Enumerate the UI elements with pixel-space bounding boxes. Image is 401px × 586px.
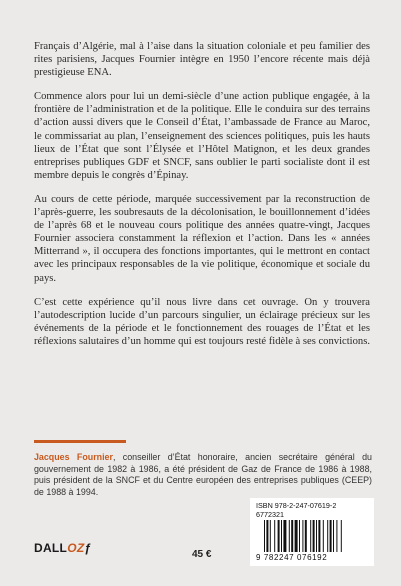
publisher-logo (34, 541, 91, 555)
author-bio-text: , conseiller d’État honoraire, ancien secrétaire général du gouvernement de 1982 à 1986, a été président de Gaz de France de 1986 à 1988, puis président de la SNCF et du Centre européen des entreprises publiques (CEEP) de 1988 à 1994. (34, 452, 372, 497)
blurb-paragraph-4: C’est cette expérience qu’il nous livre dans cet ouvrage. On y trouvera l’autodescription lucide d’un parcours singulier, un éclairage précieux sur les événements de la période et le fonctionnement des rouages de l’État et les réflexions salutaires d’un homme qui est toujours resté fidèle à ses convictions. (34, 296, 370, 347)
isbn-code: 6772321 (256, 509, 284, 519)
author-bio (34, 452, 372, 498)
blurb-paragraph-1: Français d’Algérie, mal à l’aise dans la situation coloniale et peu familier des rites parisiens, Jacques Fournier intègre en 1950 l’encore récente mais déjà prestigieuse ENA. (34, 41, 370, 79)
blurb-paragraph-2: Commence alors pour lui un demi-siècle d’une action publique engagée, à la frontière de l’administration et de la politique. Elle le conduira sur des terrains d’action aussi divers que le Conseil d’État, l’ambassade de France au Maroc, le commissariat au plan, l’enseignement des sciences politiques, puis les hauts lieux de l’État que sont l’Élysée et l’Hôtel Matignon, et les deux grandes entreprises publiques GDF et SNCF, sans oublier le parti socialiste dont il est membre depuis le congrès d’Épinay. (34, 91, 370, 181)
logo-text-tail: ƒ (84, 541, 92, 555)
logo-text-main: DALL (34, 541, 68, 555)
isbn-label (256, 502, 370, 519)
logo-text-accent: OZ (67, 541, 85, 555)
barcode-panel (250, 498, 374, 566)
blurb-text (34, 40, 370, 359)
isbn-number: ISBN 978-2-247-07619-2 (256, 501, 337, 510)
barcode-icon (262, 520, 366, 552)
accent-divider (34, 440, 126, 443)
barcode-number: 9 782247 076192 (256, 553, 328, 562)
blurb-paragraph-3: Au cours de cette période, marquée successivement par la reconstruction de l’après-guerre, les soubresauts de la décolonisation, le bouillonnement d’idées de l’après 68 et le nouveau cours politique des années quatre-vingt, Jacques Fournier associera constamment la réflexion et l’action. Dans les « années Mitterrand », il occupera des fonctions importantes, qui le mettront en contact avec les principaux responsables de la vie politique, économique et sociale du pays. (34, 193, 370, 284)
author-name: Jacques Fournier (34, 452, 113, 462)
price-label: 45 € (192, 549, 212, 560)
